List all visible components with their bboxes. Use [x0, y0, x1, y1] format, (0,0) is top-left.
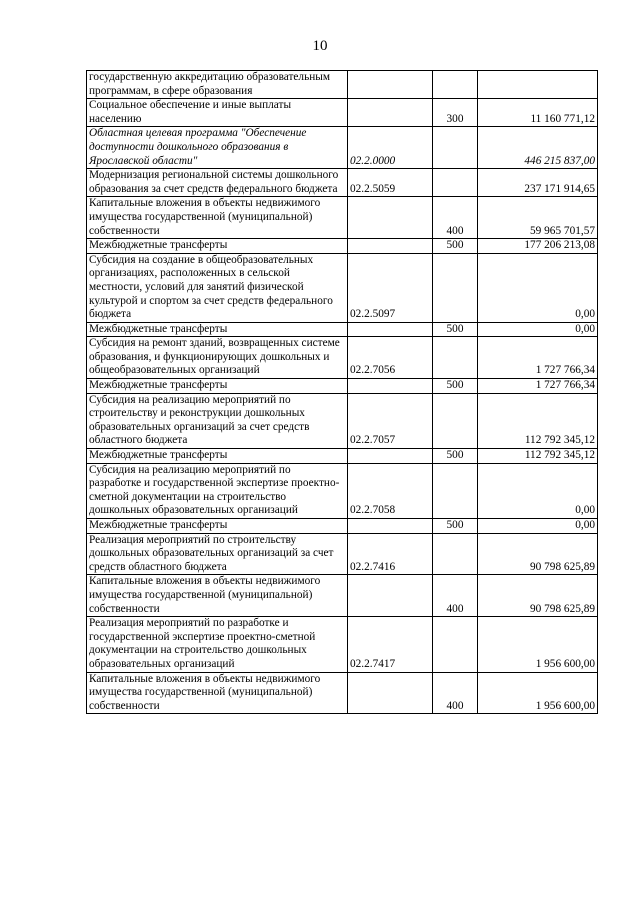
cell-sum: 1 956 600,00 — [478, 672, 598, 714]
cell-sum: 0,00 — [478, 463, 598, 518]
cell-code — [348, 197, 433, 239]
cell-sum — [478, 71, 598, 99]
cell-expense-type — [433, 253, 478, 322]
cell-name: Субсидия на создание в общеобразовательных организациях, расположенных в сельской местности, условий для занятий физической культурой и спортом за счет средств федерального бюджета — [87, 253, 348, 322]
cell-code: 02.2.7058 — [348, 463, 433, 518]
cell-name: Межбюджетные трансферты — [87, 449, 348, 464]
cell-code — [348, 575, 433, 617]
cell-sum: 177 206 213,08 — [478, 239, 598, 254]
table-row — [87, 337, 598, 379]
cell-expense-type: 400 — [433, 575, 478, 617]
cell-name: Субсидия на реализацию мероприятий по строительству и реконструкции дошкольных образовательных организаций за счет средств областного бюджета — [87, 393, 348, 448]
cell-sum: 90 798 625,89 — [478, 575, 598, 617]
cell-name: Межбюджетные трансферты — [87, 322, 348, 337]
cell-expense-type: 500 — [433, 322, 478, 337]
cell-sum: 0,00 — [478, 519, 598, 534]
table-row — [87, 393, 598, 448]
cell-sum: 59 965 701,57 — [478, 197, 598, 239]
page-number: 10 — [312, 38, 328, 54]
table-row — [87, 379, 598, 394]
cell-code — [348, 71, 433, 99]
table-row — [87, 197, 598, 239]
cell-name: Областная целевая программа "Обеспечение доступности дошкольного образования в Ярославской области" — [87, 127, 348, 169]
cell-expense-type — [433, 337, 478, 379]
table-row — [87, 519, 598, 534]
table-row — [87, 617, 598, 672]
cell-expense-type — [433, 463, 478, 518]
table-row — [87, 449, 598, 464]
cell-name: Реализация мероприятий по строительству дошкольных образовательных организаций за счет средств областного бюджета — [87, 533, 348, 575]
cell-sum: 112 792 345,12 — [478, 449, 598, 464]
cell-sum: 90 798 625,89 — [478, 533, 598, 575]
cell-expense-type: 300 — [433, 99, 478, 127]
cell-code: 02.2.7417 — [348, 617, 433, 672]
cell-expense-type — [433, 127, 478, 169]
cell-sum: 1 727 766,34 — [478, 379, 598, 394]
cell-sum: 1 727 766,34 — [478, 337, 598, 379]
cell-code — [348, 449, 433, 464]
cell-code: 02.2.5059 — [348, 169, 433, 197]
cell-name: Межбюджетные трансферты — [87, 519, 348, 534]
cell-expense-type — [433, 393, 478, 448]
cell-code — [348, 99, 433, 127]
table-row — [87, 672, 598, 714]
cell-expense-type — [433, 71, 478, 99]
cell-expense-type: 500 — [433, 449, 478, 464]
cell-sum: 0,00 — [478, 322, 598, 337]
cell-expense-type: 500 — [433, 379, 478, 394]
cell-expense-type: 400 — [433, 672, 478, 714]
cell-sum: 112 792 345,12 — [478, 393, 598, 448]
table-row — [87, 239, 598, 254]
cell-code: 02.2.5097 — [348, 253, 433, 322]
cell-code: 02.2.7056 — [348, 337, 433, 379]
cell-sum: 1 956 600,00 — [478, 617, 598, 672]
cell-expense-type: 500 — [433, 519, 478, 534]
table-row — [87, 253, 598, 322]
cell-name: Капитальные вложения в объекты недвижимого имущества государственной (муниципальной) собственности — [87, 575, 348, 617]
cell-name: Модернизация региональной системы дошкольного образования за счет средств федерального бюджета — [87, 169, 348, 197]
table-row — [87, 575, 598, 617]
cell-name: Реализация мероприятий по разработке и государственной экспертизе проектно-сметной документации на строительство дошкольных образовательных организаций — [87, 617, 348, 672]
cell-name: Межбюджетные трансферты — [87, 379, 348, 394]
table-row — [87, 99, 598, 127]
cell-expense-type: 400 — [433, 197, 478, 239]
cell-name: государственную аккредитацию образовательным программам, в сфере образования — [87, 71, 348, 99]
cell-sum: 446 215 837,00 — [478, 127, 598, 169]
table-row — [87, 169, 598, 197]
cell-sum: 237 171 914,65 — [478, 169, 598, 197]
cell-name: Субсидия на реализацию мероприятий по разработке и государственной экспертизе проектно-сметной документации на строительство дошкольных образовательных организаций — [87, 463, 348, 518]
cell-name: Межбюджетные трансферты — [87, 239, 348, 254]
cell-code — [348, 239, 433, 254]
cell-name: Субсидия на ремонт зданий, возвращенных системе образования, и функционирующих дошкольных и общеобразовательных организаций — [87, 337, 348, 379]
cell-expense-type — [433, 169, 478, 197]
cell-code — [348, 322, 433, 337]
table-row — [87, 71, 598, 99]
table-row — [87, 127, 598, 169]
cell-name: Капитальные вложения в объекты недвижимого имущества государственной (муниципальной) собственности — [87, 672, 348, 714]
cell-expense-type — [433, 617, 478, 672]
table-row — [87, 533, 598, 575]
budget-table — [86, 70, 598, 714]
cell-sum: 11 160 771,12 — [478, 99, 598, 127]
cell-name: Капитальные вложения в объекты недвижимого имущества государственной (муниципальной) собственности — [87, 197, 348, 239]
cell-expense-type — [433, 533, 478, 575]
cell-code — [348, 379, 433, 394]
cell-code — [348, 672, 433, 714]
table-row — [87, 322, 598, 337]
cell-code: 02.2.7057 — [348, 393, 433, 448]
table-row — [87, 463, 598, 518]
cell-code — [348, 519, 433, 534]
cell-code: 02.2.7416 — [348, 533, 433, 575]
cell-sum: 0,00 — [478, 253, 598, 322]
cell-name: Социальное обеспечение и иные выплаты населению — [87, 99, 348, 127]
cell-code: 02.2.0000 — [348, 127, 433, 169]
budget-table-body — [87, 71, 598, 714]
cell-expense-type: 500 — [433, 239, 478, 254]
